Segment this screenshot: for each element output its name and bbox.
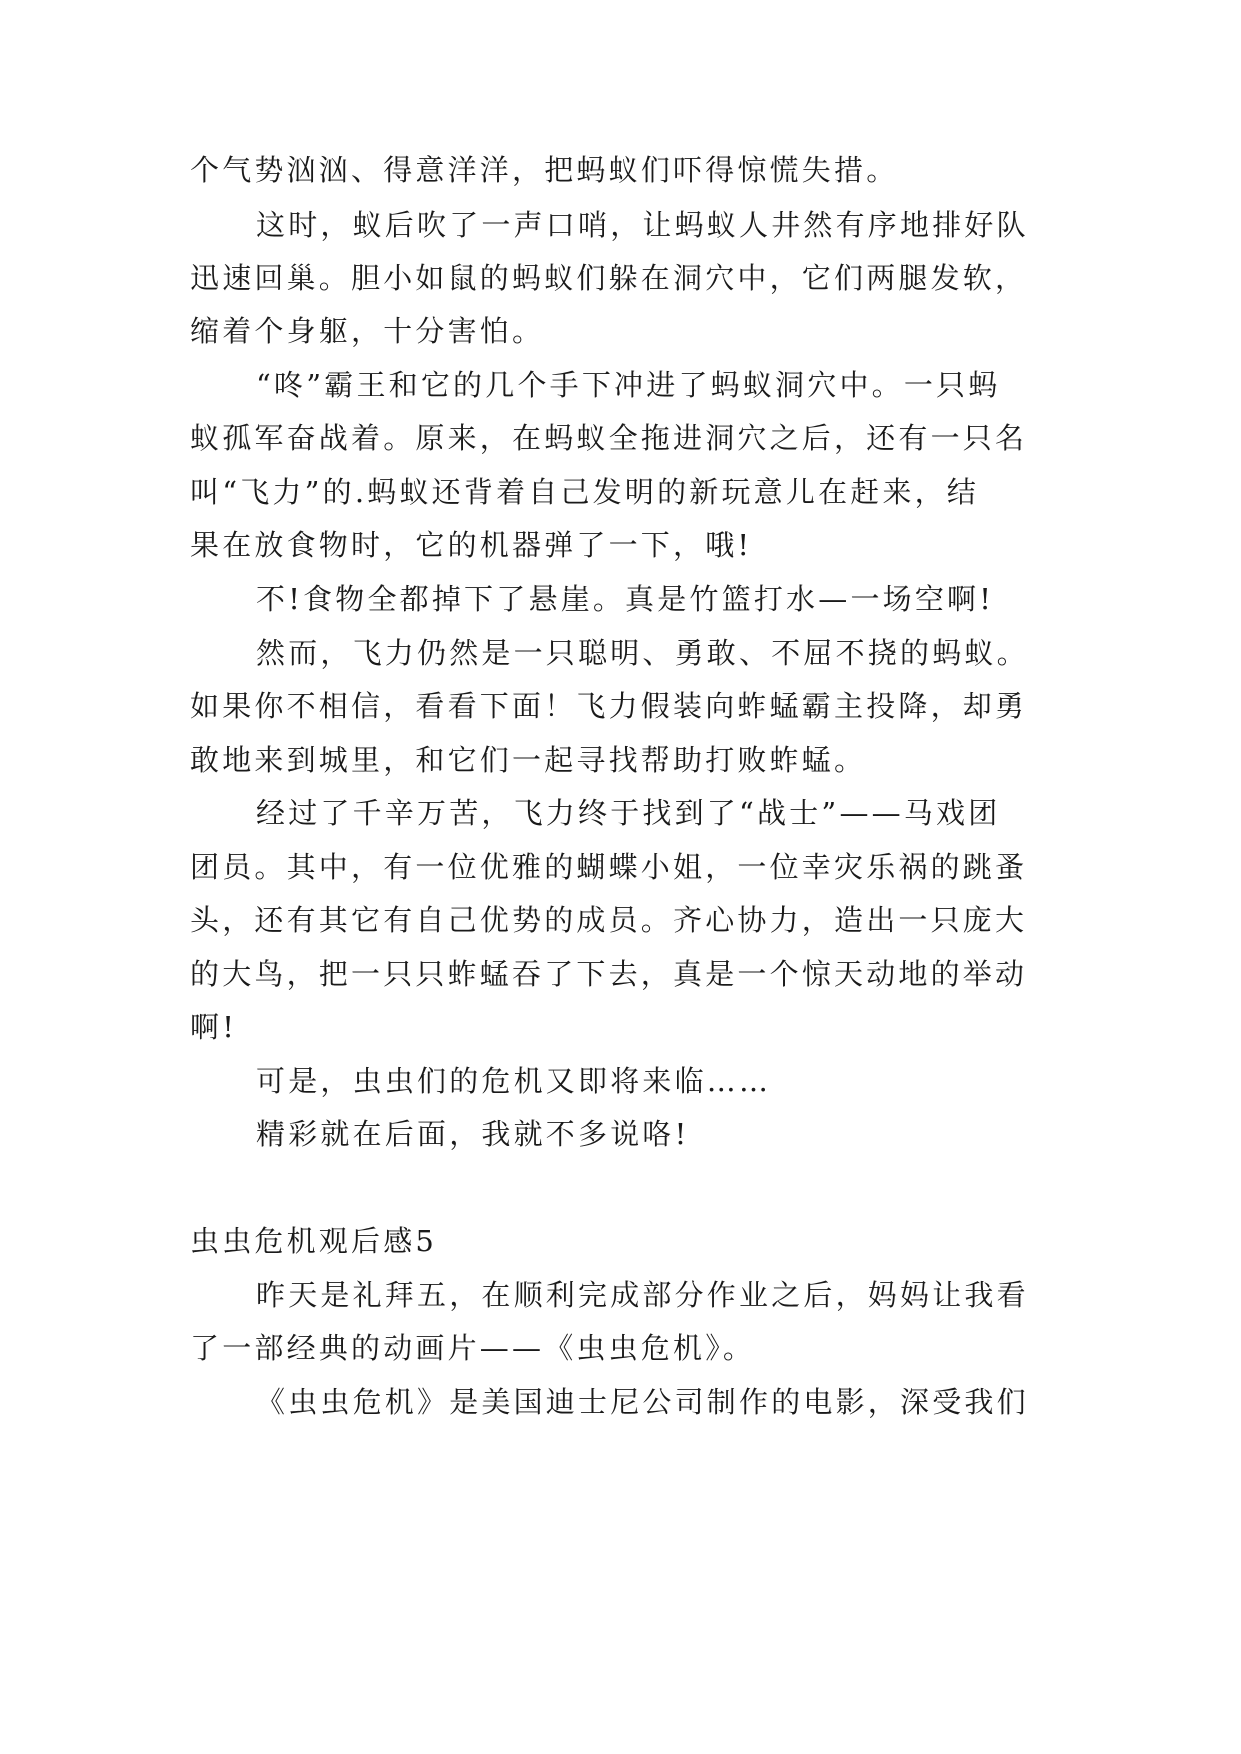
paragraph-start: 然而，飞力仍然是一只聪明、勇敢、不屈不挠的蚂蚁。 — [256, 636, 1029, 670]
text-line: 团员。其中，有一位优雅的蝴蝶小姐，一位幸灾乐祸的跳蚤 — [190, 850, 1028, 884]
text-line: 缩着个身躯，十分害怕。 — [190, 314, 545, 348]
text-line: 迅速回巢。胆小如鼠的蚂蚁们躲在洞穴中，它们两腿发软， — [190, 261, 1028, 295]
text-line: 了一部经典的动画片——《虫虫危机》。 — [190, 1331, 756, 1365]
text-line: 蚁孤军奋战着。原来，在蚂蚁全拖进洞穴之后，还有一只名 — [190, 421, 1028, 455]
paragraph-start: 精彩就在后面，我就不多说咯! — [256, 1117, 690, 1151]
text-line: 啊! — [190, 1010, 238, 1044]
section-heading: 虫虫危机观后感5 — [190, 1224, 438, 1258]
text-line: 头，还有其它有自己优势的成员。齐心协力，造出一只庞大 — [190, 903, 1028, 937]
text-line: 敢地来到城里，和它们一起寻找帮助打败蚱蜢。 — [190, 743, 867, 777]
text-line: 的大鸟，把一只只蚱蜢吞了下去，真是一个惊天动地的举动 — [190, 957, 1028, 991]
paragraph-start: 不!食物全都掉下了悬崖。真是竹篮打水—一场空啊! — [256, 582, 995, 616]
text-line: 如果你不相信，看看下面！飞力假装向蚱蜢霸主投降，却勇 — [190, 689, 1028, 723]
paragraph-start: 可是，虫虫们的危机又即将来临…… — [256, 1064, 772, 1098]
text-line: 个气势汹汹、得意洋洋，把蚂蚁们吓得惊慌失措。 — [190, 153, 899, 187]
paragraph-start: 经过了千辛万苦，飞力终于找到了“战士”——马戏团 — [256, 796, 1001, 830]
paragraph-start: “咚”霸王和它的几个手下冲进了蚂蚁洞穴中。一只蚂 — [256, 368, 1001, 402]
paragraph-start: 昨天是礼拜五，在顺利完成部分作业之后，妈妈让我看 — [256, 1278, 1029, 1312]
paragraph-start: 这时，蚁后吹了一声口哨，让蚂蚁人井然有序地排好队 — [256, 208, 1029, 242]
text-line: 叫“飞力”的.蚂蚁还背着自己发明的新玩意儿在赶来，结 — [190, 475, 980, 509]
text-line: 果在放食物时，它的机器弹了一下，哦! — [190, 528, 753, 562]
paragraph-start: 《虫虫危机》是美国迪士尼公司制作的电影，深受我们 — [256, 1385, 1029, 1419]
